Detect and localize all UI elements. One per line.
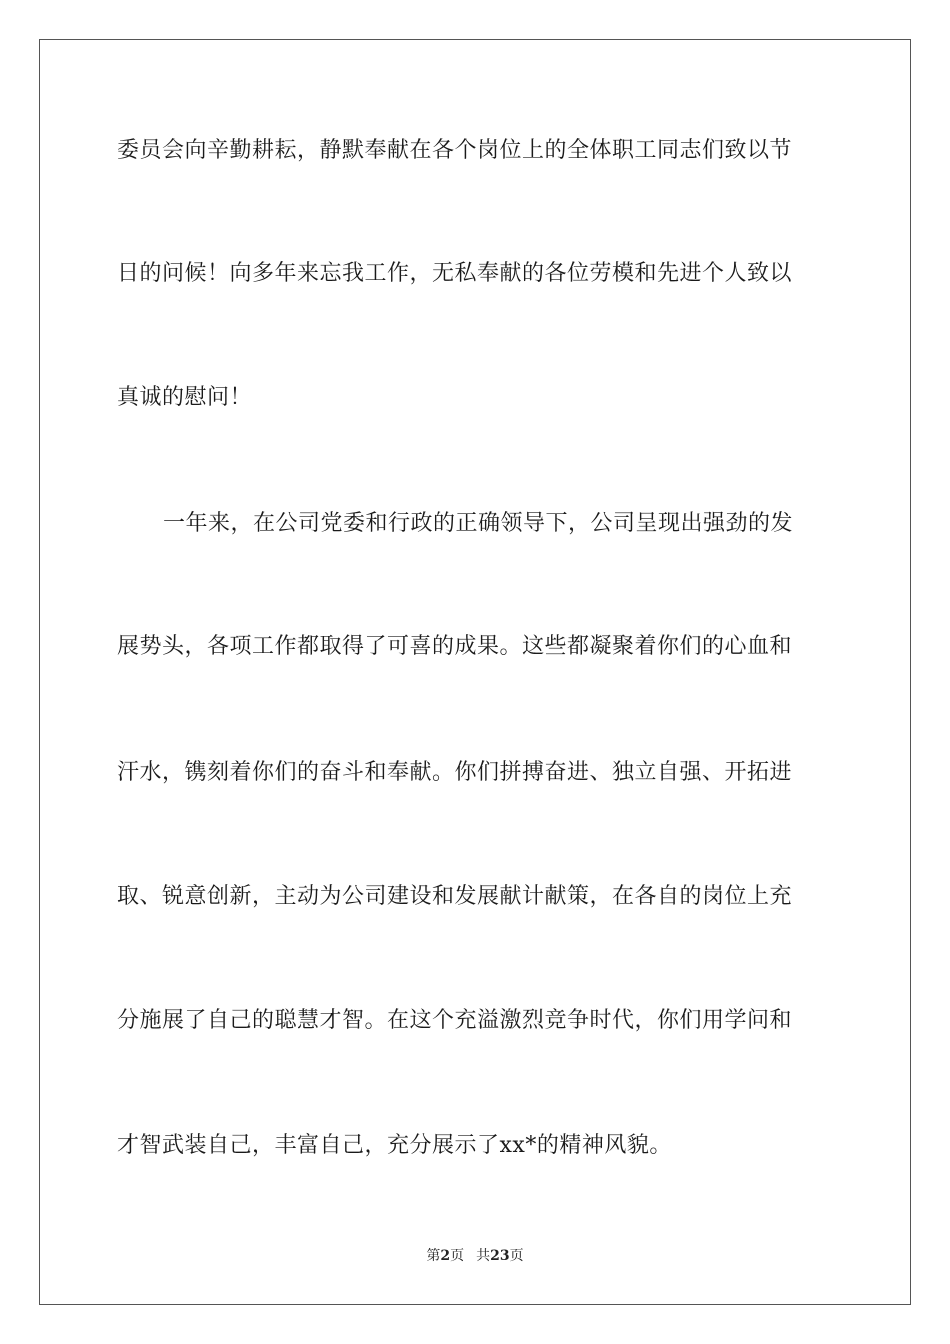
body-line-indented: 一年来，在公司党委和行政的正确领导下，公司呈现出强劲的发 — [163, 511, 794, 536]
total-suffix: 页 — [509, 1248, 524, 1264]
body-line: 委员会向辛勤耕耘，静默奉献在各个岗位上的全体职工同志们致以节 — [117, 138, 793, 163]
body-line: 日的问候！向多年来忘我工作，无私奉献的各位劳模和先进个人致以 — [117, 261, 793, 286]
page-suffix: 页 — [450, 1248, 465, 1264]
total-pages: 23 — [490, 1248, 510, 1264]
body-line: 展势头，各项工作都取得了可喜的成果。这些都凝聚着你们的心血和 — [117, 634, 793, 659]
page-number: 2 — [440, 1248, 451, 1264]
body-line: 才智武装自己，丰富自己，充分展示了xx*的精神风貌。 — [117, 1133, 672, 1158]
total-prefix: 共 — [476, 1248, 491, 1264]
body-line: 汗水，镌刻着你们的奋斗和奉献。你们拼搏奋进、独立自强、开拓进 — [117, 760, 793, 785]
body-line: 真诚的慰问！ — [117, 385, 253, 410]
body-line: 分施展了自己的聪慧才智。在这个充溢激烈竞争时代，你们用学问和 — [117, 1008, 793, 1033]
page-footer — [0, 1246, 950, 1266]
page-border — [39, 39, 911, 1305]
body-line: 取、锐意创新，主动为公司建设和发展献计献策，在各自的岗位上充 — [117, 884, 793, 909]
page-prefix: 第 — [426, 1248, 441, 1264]
